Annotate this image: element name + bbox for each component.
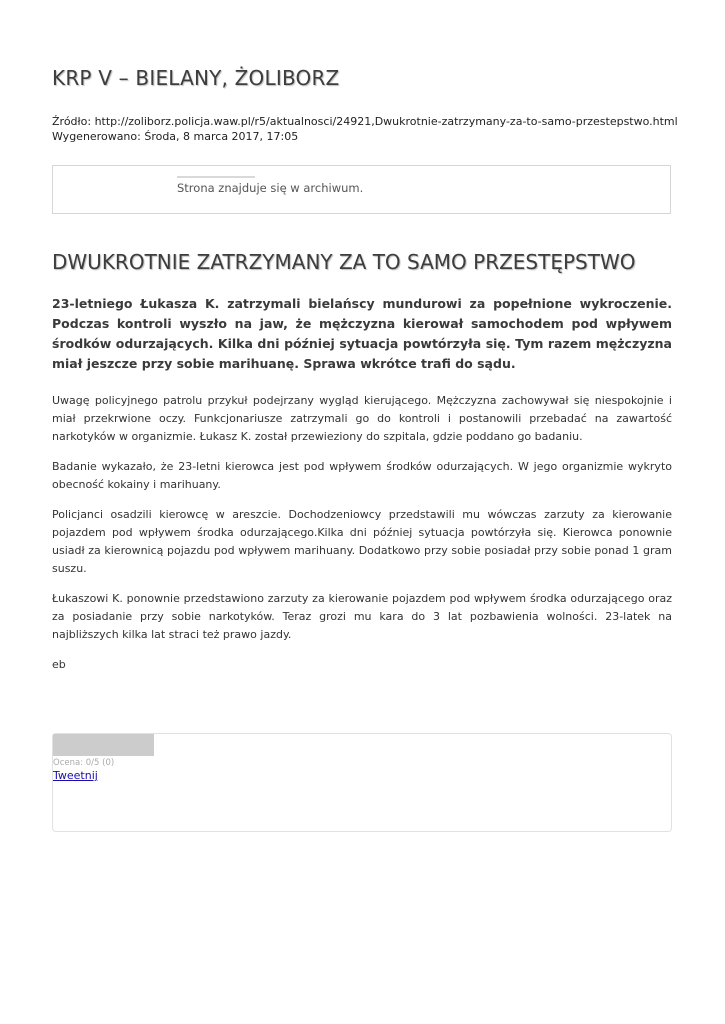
generated-date: Wygenerowano: Środa, 8 marca 2017, 17:05 (52, 130, 299, 143)
article-paragraph: Uwagę policyjnego patrolu przykuł podejrzany wygląd kierującego. Mężczyzna zachowywał się niespokojnie i miał przekrwione oczy. Funkcjonariusze zatrzymali go do kontroli i postanowili przebadać na zawartość narkotyków w organizmie. Łukasz K. został przewieziony do szpitala, gdzie poddano go badaniu. (52, 394, 672, 443)
article-body (52, 392, 672, 686)
source-url: Źródło: http://zoliborz.policja.waw.pl/r5/aktualnosci/24921,Dwukrotnie-zatrzymany-za-to-samo-przestepstwo.html (52, 115, 678, 128)
rating-stars-bar[interactable] (53, 734, 154, 756)
article-paragraph: Badanie wykazało, że 23-letni kierowca jest pod wpływem środków odurzających. W jego organizmie wykryto obecność kokainy i marihuany. (52, 460, 672, 491)
article-title: DWUKROTNIE ZATRZYMANY ZA TO SAMO PRZESTĘPSTWO (52, 250, 636, 274)
archive-notice-box (52, 165, 671, 214)
article-signature: eb (52, 658, 66, 671)
article-paragraph: Policjanci osadzili kierowcę w areszcie. Dochodzeniowcy przedstawili mu wówczas zarzuty za kierowanie pojazdem pod wpływem środka odurzającego.Kilka dni później sytuacja powtórzyła się. Kierowca ponownie usiadł za kierownicą pojazdu pod wpływem marihuany. Dodatkowo przy sobie posiadał przy sobie ponad 1 gram suszu. (52, 508, 672, 575)
archive-divider (177, 176, 255, 178)
site-title: KRP V – BIELANY, ŻOLIBORZ (52, 66, 340, 90)
article-paragraph: Łukaszowi K. ponownie przedstawiono zarzuty za kierowanie pojazdem pod wpływem środka odurzającego oraz za posiadanie przy sobie narkotyków. Teraz grozi mu kara do 3 lat pozbawienia wolności. 23-latek na najbliższych kilka lat straci też prawo jazdy. (52, 592, 672, 641)
tweet-link[interactable]: Tweetnij (53, 769, 98, 782)
rating-box (52, 733, 672, 832)
archive-notice: Strona znajduje się w archiwum. (177, 181, 364, 195)
print-meta (52, 114, 692, 144)
article-lead: 23-letniego Łukasza K. zatrzymali bielańscy mundurowi za popełnione wykroczenie. Podczas kontroli wyszło na jaw, że mężczyzna kierował samochodem pod wpływem środków odurzających. Kilka dni później sytuacja powtórzyła się. Tym razem mężczyzna miał jeszcze przy sobie marihuanę. Sprawa wkrótce trafi do sądu. (52, 296, 672, 371)
rating-text: Ocena: 0/5 (0) (53, 758, 115, 768)
